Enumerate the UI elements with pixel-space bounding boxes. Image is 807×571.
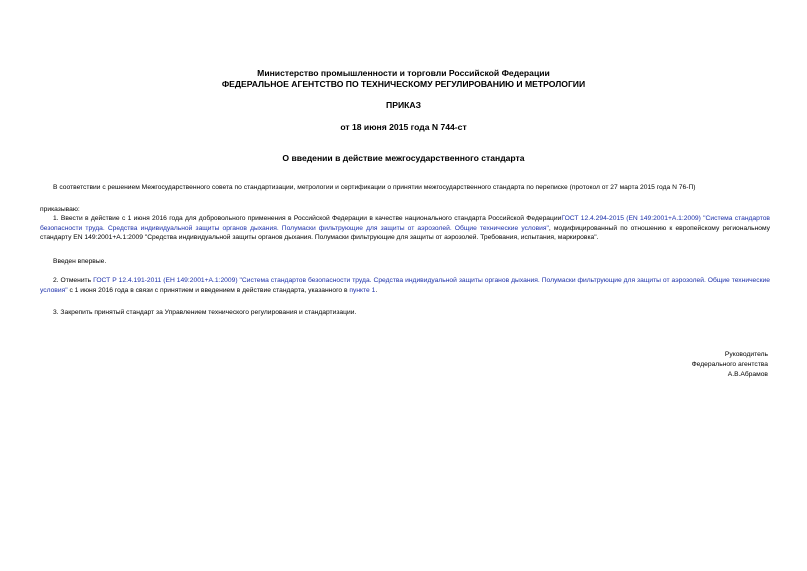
item-1-text: 1. Ввести в действие с 1 июня 2016 года для добровольного применения в Российской Федерации в качестве национального стандарта Российской Федерации xyxy=(53,215,562,222)
item-2-text: 2. Отменить xyxy=(53,277,94,284)
item-1-reference-link[interactable]: пункте 1 xyxy=(349,286,376,294)
item-3-paragraph: 3. Закрепить принятый стандарт за Управлением технического регулирования и стандартизации. xyxy=(53,309,357,316)
item-2-paragraph xyxy=(40,276,770,295)
signatory-name: А.В.Абрамов xyxy=(727,371,768,378)
order-word: приказываю: xyxy=(40,206,80,213)
introduced-note: Введен впервые. xyxy=(53,258,107,265)
document-type: ПРИКАЗ xyxy=(386,100,421,110)
item-2-text-continued: с 1 июня 2016 года в связи с принятием и введением в действие стандарта, указанного в xyxy=(67,286,350,294)
ministry-title: Министерство промышленности и торговли Российской Федерации xyxy=(257,68,550,78)
item-2-text-end: . xyxy=(375,286,378,294)
document-date-number: от 18 июня 2015 года N 744-ст xyxy=(340,122,467,132)
signatory-title-1: Руководитель xyxy=(724,351,768,358)
item-1-paragraph xyxy=(40,214,770,243)
document-subject: О введении в действие межгосударственного стандарта xyxy=(282,153,525,163)
gost-12-4-294-2015-link[interactable]: ГОСТ 12.4.294-2015 (EN 149:2001+A.1:2009) "Система стандартов безопасности труда. Средства индивидуальной защиты органов дыхания. Полумаски фильтрующие для защиты от аэрозолей. Общие технические условия" xyxy=(40,215,770,232)
item-1-text-continued: , модифицированный по отношению к европейскому региональному стандарту EN 149:2001+A.1:2009 "Средства индивидуальной защиты органов дыхания. Полумаски фильтрующие для защиты от аэрозолей. Требования, испытания, маркировка". xyxy=(40,224,771,242)
signatory-title-2: Федерального агентства xyxy=(691,361,768,368)
gost-r-12-4-191-2011-link[interactable]: ГОСТ Р 12.4.191-2011 (ЕН 149:2001+A.1:2009) "Система стандартов безопасности труда. Средства индивидуальной защиты органов дыхания. Полумаски фильтрующие для защиты от аэрозолей. Общие технические условия" xyxy=(40,277,770,294)
preamble-paragraph: В соответствии с решением Межгосударственного совета по стандартизации, метрологии и сертификации о принятии межгосударственного стандарта по переписке (протокол от 27 марта 2015 года N 76-П) xyxy=(53,184,696,191)
agency-title: ФЕДЕРАЛЬНОЕ АГЕНТСТВО ПО ТЕХНИЧЕСКОМУ РЕГУЛИРОВАНИЮ И МЕТРОЛОГИИ xyxy=(221,79,586,89)
